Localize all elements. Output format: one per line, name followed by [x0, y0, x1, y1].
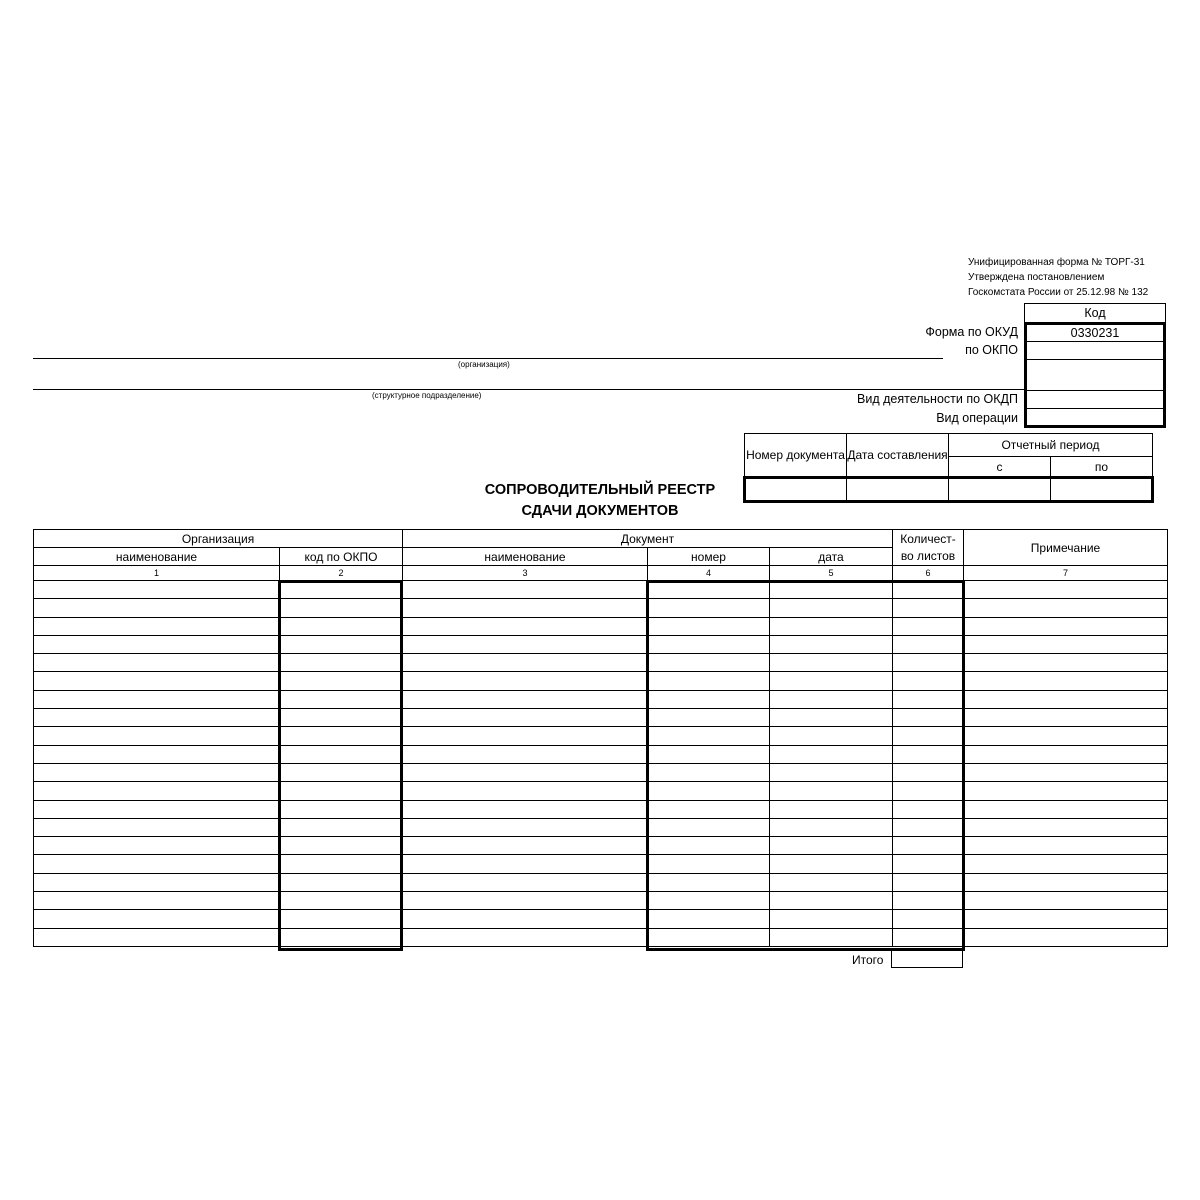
sheets-count-cell[interactable]	[893, 763, 964, 781]
note-cell[interactable]	[964, 599, 1168, 617]
table-row	[34, 782, 1168, 800]
sheets-count-cell[interactable]	[893, 672, 964, 690]
org-okpo-cell[interactable]	[280, 763, 403, 781]
code-box	[1024, 303, 1166, 428]
form-title	[420, 480, 780, 522]
doc-name-cell[interactable]	[403, 672, 648, 690]
note-cell[interactable]	[964, 672, 1168, 690]
doc-number-cell[interactable]	[648, 873, 770, 891]
doc-date-cell[interactable]	[770, 654, 893, 672]
doc-name-cell[interactable]	[403, 800, 648, 818]
org-okpo-cell[interactable]	[280, 690, 403, 708]
table-row	[34, 635, 1168, 653]
doc-date-cell[interactable]	[770, 855, 893, 873]
sheets-count-cell[interactable]	[893, 635, 964, 653]
doc-name-cell[interactable]	[403, 617, 648, 635]
subdivision-caption: (структурное подразделение)	[372, 391, 482, 400]
org-okpo-cell[interactable]	[280, 855, 403, 873]
org-okpo-cell[interactable]	[280, 745, 403, 763]
doc-name-cell[interactable]	[403, 837, 648, 855]
doc-date-cell[interactable]	[770, 928, 893, 946]
operation-code-field[interactable]	[1024, 409, 1166, 426]
doc-number-cell[interactable]	[648, 855, 770, 873]
column-number: 5	[770, 566, 893, 581]
doc-name-cell[interactable]	[403, 782, 648, 800]
table-row	[34, 928, 1168, 946]
okud-code-value[interactable]: 0330231	[1070, 326, 1120, 340]
org-name-cell[interactable]	[34, 910, 280, 928]
doc-name-cell[interactable]	[403, 745, 648, 763]
reporting-period-header: Отчетный период	[949, 434, 1153, 457]
document-id-table	[743, 433, 1154, 503]
sheets-count-cell[interactable]	[893, 599, 964, 617]
org-name-cell[interactable]	[34, 654, 280, 672]
approval-date-line: Госкомстата России от 25.12.98 № 132	[968, 287, 1149, 298]
doc-date-cell[interactable]	[770, 892, 893, 910]
doc-number-cell[interactable]	[648, 892, 770, 910]
doc-number-cell[interactable]	[648, 928, 770, 946]
form-number-line: Унифицированная форма № ТОРГ-31	[968, 257, 1145, 268]
organization-line[interactable]	[33, 358, 943, 359]
doc-number-cell[interactable]	[648, 581, 770, 599]
doc-date-cell[interactable]	[770, 690, 893, 708]
table-row	[34, 818, 1168, 836]
sheets-count-cell[interactable]	[893, 910, 964, 928]
note-header: Примечание	[964, 530, 1168, 566]
sheets-count-cell[interactable]	[893, 745, 964, 763]
table-row	[34, 910, 1168, 928]
form-approval-note	[968, 255, 1148, 300]
doc-number-cell[interactable]	[648, 763, 770, 781]
document-date-header: Дата составления	[847, 434, 949, 478]
doc-date-cell[interactable]	[770, 800, 893, 818]
doc-name-cell[interactable]	[403, 855, 648, 873]
table-row	[34, 581, 1168, 599]
org-okpo-cell[interactable]	[280, 635, 403, 653]
doc-number-cell[interactable]	[648, 782, 770, 800]
org-name-cell[interactable]	[34, 727, 280, 745]
note-cell[interactable]	[964, 617, 1168, 635]
sheets-count-cell[interactable]	[893, 690, 964, 708]
org-okpo-cell[interactable]	[280, 709, 403, 727]
approval-line: Утверждена постановлением	[968, 272, 1105, 283]
note-cell[interactable]	[964, 873, 1168, 891]
doc-number-cell[interactable]	[648, 910, 770, 928]
doc-name-header: наименование	[403, 548, 648, 566]
doc-name-cell[interactable]	[403, 910, 648, 928]
doc-name-cell[interactable]	[403, 635, 648, 653]
org-okpo-cell[interactable]	[280, 599, 403, 617]
doc-date-cell[interactable]	[770, 635, 893, 653]
note-cell[interactable]	[964, 800, 1168, 818]
org-okpo-header: код по ОКПО	[280, 548, 403, 566]
sheets-count-cell[interactable]	[893, 654, 964, 672]
period-from-header: с	[949, 457, 1051, 478]
org-okpo-cell[interactable]	[280, 873, 403, 891]
doc-date-cell[interactable]	[770, 727, 893, 745]
note-cell[interactable]	[964, 709, 1168, 727]
doc-number-cell[interactable]	[648, 672, 770, 690]
org-name-cell[interactable]	[34, 599, 280, 617]
doc-date-cell[interactable]	[770, 837, 893, 855]
document-group-header: Документ	[403, 530, 893, 548]
total-sheets-field[interactable]	[891, 949, 963, 968]
org-name-cell[interactable]	[34, 818, 280, 836]
org-name-cell[interactable]	[34, 892, 280, 910]
org-name-cell[interactable]	[34, 672, 280, 690]
note-cell[interactable]	[964, 763, 1168, 781]
doc-name-cell[interactable]	[403, 599, 648, 617]
note-cell[interactable]	[964, 581, 1168, 599]
doc-number-cell[interactable]	[648, 800, 770, 818]
org-okpo-cell[interactable]	[280, 837, 403, 855]
org-okpo-cell[interactable]	[280, 727, 403, 745]
doc-number-cell[interactable]	[648, 837, 770, 855]
organization-caption: (организация)	[458, 360, 510, 369]
doc-number-cell[interactable]	[648, 818, 770, 836]
org-okpo-cell[interactable]	[280, 800, 403, 818]
org-name-cell[interactable]	[34, 635, 280, 653]
column-number: 1	[34, 566, 280, 581]
note-cell[interactable]	[964, 690, 1168, 708]
doc-name-cell[interactable]	[403, 928, 648, 946]
okud-label: Форма по ОКУД	[925, 325, 1018, 339]
table-row	[34, 727, 1168, 745]
note-cell[interactable]	[964, 855, 1168, 873]
sheets-count-cell[interactable]	[893, 617, 964, 635]
table-row	[34, 873, 1168, 891]
doc-number-cell[interactable]	[648, 690, 770, 708]
doc-name-cell[interactable]	[403, 818, 648, 836]
okdp-label: Вид деятельности по ОКДП	[857, 392, 1018, 406]
doc-name-cell[interactable]	[403, 873, 648, 891]
column-number: 3	[403, 566, 648, 581]
table-row	[34, 672, 1168, 690]
doc-number-cell[interactable]	[648, 617, 770, 635]
note-cell[interactable]	[964, 727, 1168, 745]
title-line-1: СОПРОВОДИТЕЛЬНЫЙ РЕЕСТР	[484, 482, 716, 498]
operation-type-label: Вид операции	[936, 411, 1018, 425]
table-row	[34, 837, 1168, 855]
table-row	[34, 892, 1168, 910]
title-line-2: СДАЧИ ДОКУМЕНТОВ	[521, 503, 679, 519]
doc-name-cell[interactable]	[403, 581, 648, 599]
doc-date-header: дата	[770, 548, 893, 566]
org-name-cell[interactable]	[34, 855, 280, 873]
org-okpo-cell[interactable]	[280, 654, 403, 672]
org-name-cell[interactable]	[34, 581, 280, 599]
sheets-count-cell[interactable]	[893, 800, 964, 818]
org-okpo-cell[interactable]	[280, 581, 403, 599]
document-number-header: Номер документа	[745, 434, 847, 478]
register-table	[33, 529, 1168, 947]
doc-name-cell[interactable]	[403, 763, 648, 781]
note-cell[interactable]	[964, 928, 1168, 946]
org-okpo-cell[interactable]	[280, 928, 403, 946]
doc-number-cell[interactable]	[648, 635, 770, 653]
column-number: 2	[280, 566, 403, 581]
table-row	[34, 599, 1168, 617]
sheets-count-cell[interactable]	[893, 928, 964, 946]
note-cell[interactable]	[964, 782, 1168, 800]
table-row	[34, 763, 1168, 781]
okpo-label: по ОКПО	[965, 343, 1018, 357]
org-name-header: наименование	[34, 548, 280, 566]
note-cell[interactable]	[964, 818, 1168, 836]
column-number: 6	[893, 566, 964, 581]
note-cell[interactable]	[964, 892, 1168, 910]
org-okpo-cell[interactable]	[280, 782, 403, 800]
doc-number-cell[interactable]	[648, 654, 770, 672]
doc-number-cell[interactable]	[648, 599, 770, 617]
doc-date-cell[interactable]	[770, 763, 893, 781]
doc-date-cell[interactable]	[770, 672, 893, 690]
doc-date-cell[interactable]	[770, 709, 893, 727]
table-row	[34, 617, 1168, 635]
note-cell[interactable]	[964, 910, 1168, 928]
doc-number-header: номер	[648, 548, 770, 566]
period-to-field[interactable]	[1051, 478, 1153, 502]
doc-date-cell[interactable]	[770, 910, 893, 928]
org-name-cell[interactable]	[34, 800, 280, 818]
org-name-cell[interactable]	[34, 745, 280, 763]
period-to-header: по	[1051, 457, 1153, 478]
org-name-cell[interactable]	[34, 709, 280, 727]
sheets-count-header-bottom: во листов	[893, 548, 964, 566]
doc-date-cell[interactable]	[770, 617, 893, 635]
doc-date-cell[interactable]	[770, 873, 893, 891]
doc-number-cell[interactable]	[648, 745, 770, 763]
okdp-code-field[interactable]	[1024, 391, 1166, 408]
code-header: Код	[1024, 303, 1166, 322]
org-name-cell[interactable]	[34, 763, 280, 781]
doc-name-cell[interactable]	[403, 727, 648, 745]
note-cell[interactable]	[964, 635, 1168, 653]
doc-name-cell[interactable]	[403, 690, 648, 708]
doc-date-cell[interactable]	[770, 745, 893, 763]
note-cell[interactable]	[964, 745, 1168, 763]
column-number: 7	[964, 566, 1168, 581]
doc-name-cell[interactable]	[403, 709, 648, 727]
sheets-count-cell[interactable]	[893, 818, 964, 836]
org-name-cell[interactable]	[34, 690, 280, 708]
table-row	[34, 690, 1168, 708]
period-from-field[interactable]	[949, 478, 1051, 502]
empty-code-field[interactable]	[1024, 360, 1166, 390]
doc-name-cell[interactable]	[403, 654, 648, 672]
sheets-count-cell[interactable]	[893, 837, 964, 855]
okpo-code-field[interactable]	[1024, 342, 1166, 360]
column-number: 4	[648, 566, 770, 581]
sheets-count-header-top: Количест-	[893, 530, 964, 548]
table-row	[34, 654, 1168, 672]
subdivision-line[interactable]	[33, 389, 1025, 390]
org-okpo-cell[interactable]	[280, 910, 403, 928]
org-name-cell[interactable]	[34, 617, 280, 635]
org-okpo-cell[interactable]	[280, 892, 403, 910]
note-cell[interactable]	[964, 837, 1168, 855]
sheets-count-cell[interactable]	[893, 709, 964, 727]
sheets-count-cell[interactable]	[893, 855, 964, 873]
org-name-cell[interactable]	[34, 928, 280, 946]
org-name-cell[interactable]	[34, 837, 280, 855]
doc-date-cell[interactable]	[770, 782, 893, 800]
total-label: Итого	[852, 953, 884, 967]
sheets-count-cell[interactable]	[893, 581, 964, 599]
note-cell[interactable]	[964, 654, 1168, 672]
doc-date-cell[interactable]	[770, 599, 893, 617]
sheets-count-cell[interactable]	[893, 892, 964, 910]
org-okpo-cell[interactable]	[280, 672, 403, 690]
table-row	[34, 855, 1168, 873]
table-row	[34, 709, 1168, 727]
sheets-count-cell[interactable]	[893, 727, 964, 745]
doc-name-cell[interactable]	[403, 892, 648, 910]
sheets-count-cell[interactable]	[893, 873, 964, 891]
table-row	[34, 800, 1168, 818]
doc-date-cell[interactable]	[770, 581, 893, 599]
table-row	[34, 745, 1168, 763]
sheets-count-cell[interactable]	[893, 782, 964, 800]
doc-number-cell[interactable]	[648, 727, 770, 745]
organization-group-header: Организация	[34, 530, 403, 548]
org-name-cell[interactable]	[34, 782, 280, 800]
org-okpo-cell[interactable]	[280, 617, 403, 635]
document-date-field[interactable]	[847, 478, 949, 502]
org-okpo-cell[interactable]	[280, 818, 403, 836]
org-name-cell[interactable]	[34, 873, 280, 891]
doc-number-cell[interactable]	[648, 709, 770, 727]
doc-date-cell[interactable]	[770, 818, 893, 836]
